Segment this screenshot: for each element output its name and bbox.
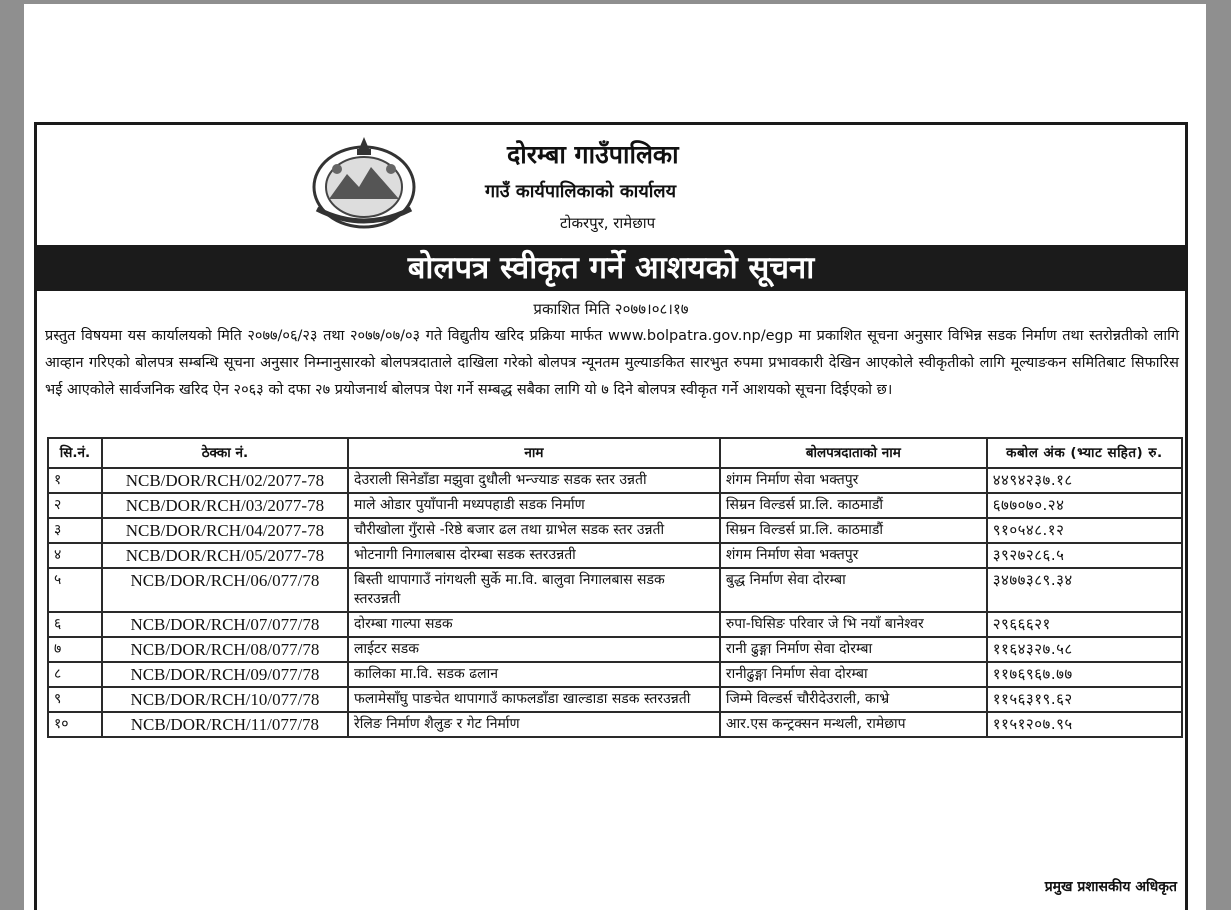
project-name-cell: दोरम्बा गाल्पा सडक — [348, 612, 720, 637]
header-sn: सि.नं. — [48, 438, 102, 468]
table-row — [48, 518, 1182, 543]
header-bidder: बोलपत्रदाताको नाम — [720, 438, 987, 468]
bidder-cell: आर.एस कन्ट्रक्सन मन्थली, रामेछाप — [720, 712, 987, 737]
amount-cell: ३९२७२८६.५ — [987, 543, 1182, 568]
bidder-cell: सिम्रन विल्डर्स प्रा.लि. काठमाडौं — [720, 518, 987, 543]
bidder-cell: शंगम निर्माण सेवा भक्तपुर — [720, 468, 987, 493]
bidder-cell: रानी ढुङ्गा निर्माण सेवा दोरम्बा — [720, 637, 987, 662]
serial-cell: ७ — [48, 637, 102, 662]
bidder-cell: शंगम निर्माण सेवा भक्तपुर — [720, 543, 987, 568]
serial-cell: ४ — [48, 543, 102, 568]
project-name-cell: भोटनागी निगालबास दोरम्बा सडक स्तरउन्नती — [348, 543, 720, 568]
amount-cell: ११५१२०७.९५ — [987, 712, 1182, 737]
bidder-cell: सिम्रन विल्डर्स प्रा.लि. काठमाडौं — [720, 493, 987, 518]
table-row — [48, 543, 1182, 568]
signatory-title: प्रमुख प्रशासकीय अधिकृत — [1044, 879, 1177, 895]
bidder-cell: जिम्मे विल्डर्स चौरीदेउराली, काभ्रे — [720, 687, 987, 712]
contract-no-cell: NCB/DOR/RCH/03/2077-78 — [102, 493, 348, 518]
notice-header — [37, 125, 1185, 245]
project-name-cell: देउराली सिनेडाँडा मझुवा दुधौली भन्ज्याङ सडक स्तर उन्नती — [348, 468, 720, 493]
amount-cell: ११५६३१९.६२ — [987, 687, 1182, 712]
table-row — [48, 687, 1182, 712]
notice-frame — [34, 122, 1188, 910]
serial-cell: १० — [48, 712, 102, 737]
table-row — [48, 612, 1182, 637]
project-name-cell: माले ओडार पुयाँपानी मध्यपहाडी सडक निर्माण — [348, 493, 720, 518]
serial-cell: ३ — [48, 518, 102, 543]
amount-cell: ११७६९६७.७७ — [987, 662, 1182, 687]
published-date: प्रकाशित मिति २०७७।०८।१७ — [533, 300, 689, 318]
amount-cell: ४४९४२३७.१८ — [987, 468, 1182, 493]
bidder-cell: रानीढुङ्गा निर्माण सेवा दोरम्बा — [720, 662, 987, 687]
office-name: गाउँ कार्यपालिकाको कार्यालय — [485, 181, 677, 202]
project-name-cell: कालिका मा.वि. सडक ढलान — [348, 662, 720, 687]
project-name-cell: लाईटर सडक — [348, 637, 720, 662]
header-amount: कबोल अंक (भ्याट सहित) रु. — [987, 438, 1182, 468]
contract-no-cell: NCB/DOR/RCH/06/077/78 — [102, 568, 348, 612]
table-header-row — [48, 438, 1182, 468]
nepal-emblem-icon — [307, 129, 421, 233]
office-address: टोकरपुर, रामेछाप — [560, 214, 656, 232]
contract-no-cell: NCB/DOR/RCH/10/077/78 — [102, 687, 348, 712]
amount-cell: ३४७७३८९.३४ — [987, 568, 1182, 612]
bidder-cell: रुपा-घिसिङ परिवार जे भि नयाँ बानेश्वर — [720, 612, 987, 637]
project-name-cell: फलामेसाँघु पाङचेत थापागाउँ काफलडाँडा खाल्डाडा सडक स्तरउन्नती — [348, 687, 720, 712]
project-name-cell: बिस्ती थापागाउँ नांगथली सुर्के मा.वि. बालुवा निगालबास सडक स्तरउन्नती — [348, 568, 720, 612]
project-name-cell: चौरीखोला गुँरासे -रिष्ठे बजार ढल तथा ग्राभेल सडक स्तर उन्नती — [348, 518, 720, 543]
serial-cell: १ — [48, 468, 102, 493]
table-row — [48, 568, 1182, 612]
contract-no-cell: NCB/DOR/RCH/09/077/78 — [102, 662, 348, 687]
table-row — [48, 493, 1182, 518]
amount-cell: ६७७०७०.२४ — [987, 493, 1182, 518]
serial-cell: ५ — [48, 568, 102, 612]
serial-cell: ८ — [48, 662, 102, 687]
contract-no-cell: NCB/DOR/RCH/08/077/78 — [102, 637, 348, 662]
header-contract-no: ठेक्का नं. — [102, 438, 348, 468]
amount-cell: ९१०५४८.१२ — [987, 518, 1182, 543]
table-row — [48, 712, 1182, 737]
table-row — [48, 662, 1182, 687]
amount-cell: ११६४३२७.५८ — [987, 637, 1182, 662]
header-name: नाम — [348, 438, 720, 468]
project-name-cell: रेलिङ निर्माण शैलुङ र गेट निर्माण — [348, 712, 720, 737]
bidder-cell: बुद्ध निर्माण सेवा दोरम्बा — [720, 568, 987, 612]
amount-cell: २९६६६२१ — [987, 612, 1182, 637]
serial-cell: २ — [48, 493, 102, 518]
serial-cell: ९ — [48, 687, 102, 712]
notice-body: प्रस्तुत विषयमा यस कार्यालयको मिति २०७७/०६/२३ तथा २०७७/०७/०३ गते विद्युतीय खरिद प्रक्रिया मार्फत www.bolpatra.gov.np/egp मा प्रकाशित सूचना अनुसार विभिन्न सडक निर्माण तथा स्तरोन्नतीको लागि आव्हान गरिएको बोलपत्र सम्बन्धि सूचना अनुसार निम्नानुसारको बोलपत्रदाताले दाखिला गरेको बोलपत्र न्यूनतम मुल्याङकित सारभुत रुपमा प्रभावकारी देखिन आएकोले स्वीकृतीको लागि मूल्याङकन समितिबाट सिफारिस भई आएकोले सार्वजनिक खरिद ऐन २०६३ को दफा २७ प्रयोजनार्थ बोलपत्र पेश गर्ने सम्बद्ध सबैका लागि यो ७ दिने बोलपत्र स्वीकृत गर्ने आशयको सूचना दिईएको छ। — [45, 328, 1179, 398]
table-row — [48, 468, 1182, 493]
org-name: दोरम्बा गाउँपालिका — [507, 140, 679, 169]
contract-no-cell: NCB/DOR/RCH/02/2077-78 — [102, 468, 348, 493]
contract-no-cell: NCB/DOR/RCH/04/2077-78 — [102, 518, 348, 543]
serial-cell: ६ — [48, 612, 102, 637]
contract-no-cell: NCB/DOR/RCH/11/077/78 — [102, 712, 348, 737]
contract-no-cell: NCB/DOR/RCH/05/2077-78 — [102, 543, 348, 568]
bid-table — [47, 437, 1183, 738]
table-row — [48, 637, 1182, 662]
contract-no-cell: NCB/DOR/RCH/07/077/78 — [102, 612, 348, 637]
notice-title: बोलपत्र स्वीकृत गर्ने आशयको सूचना — [37, 245, 1185, 291]
bid-table-body — [48, 468, 1182, 737]
